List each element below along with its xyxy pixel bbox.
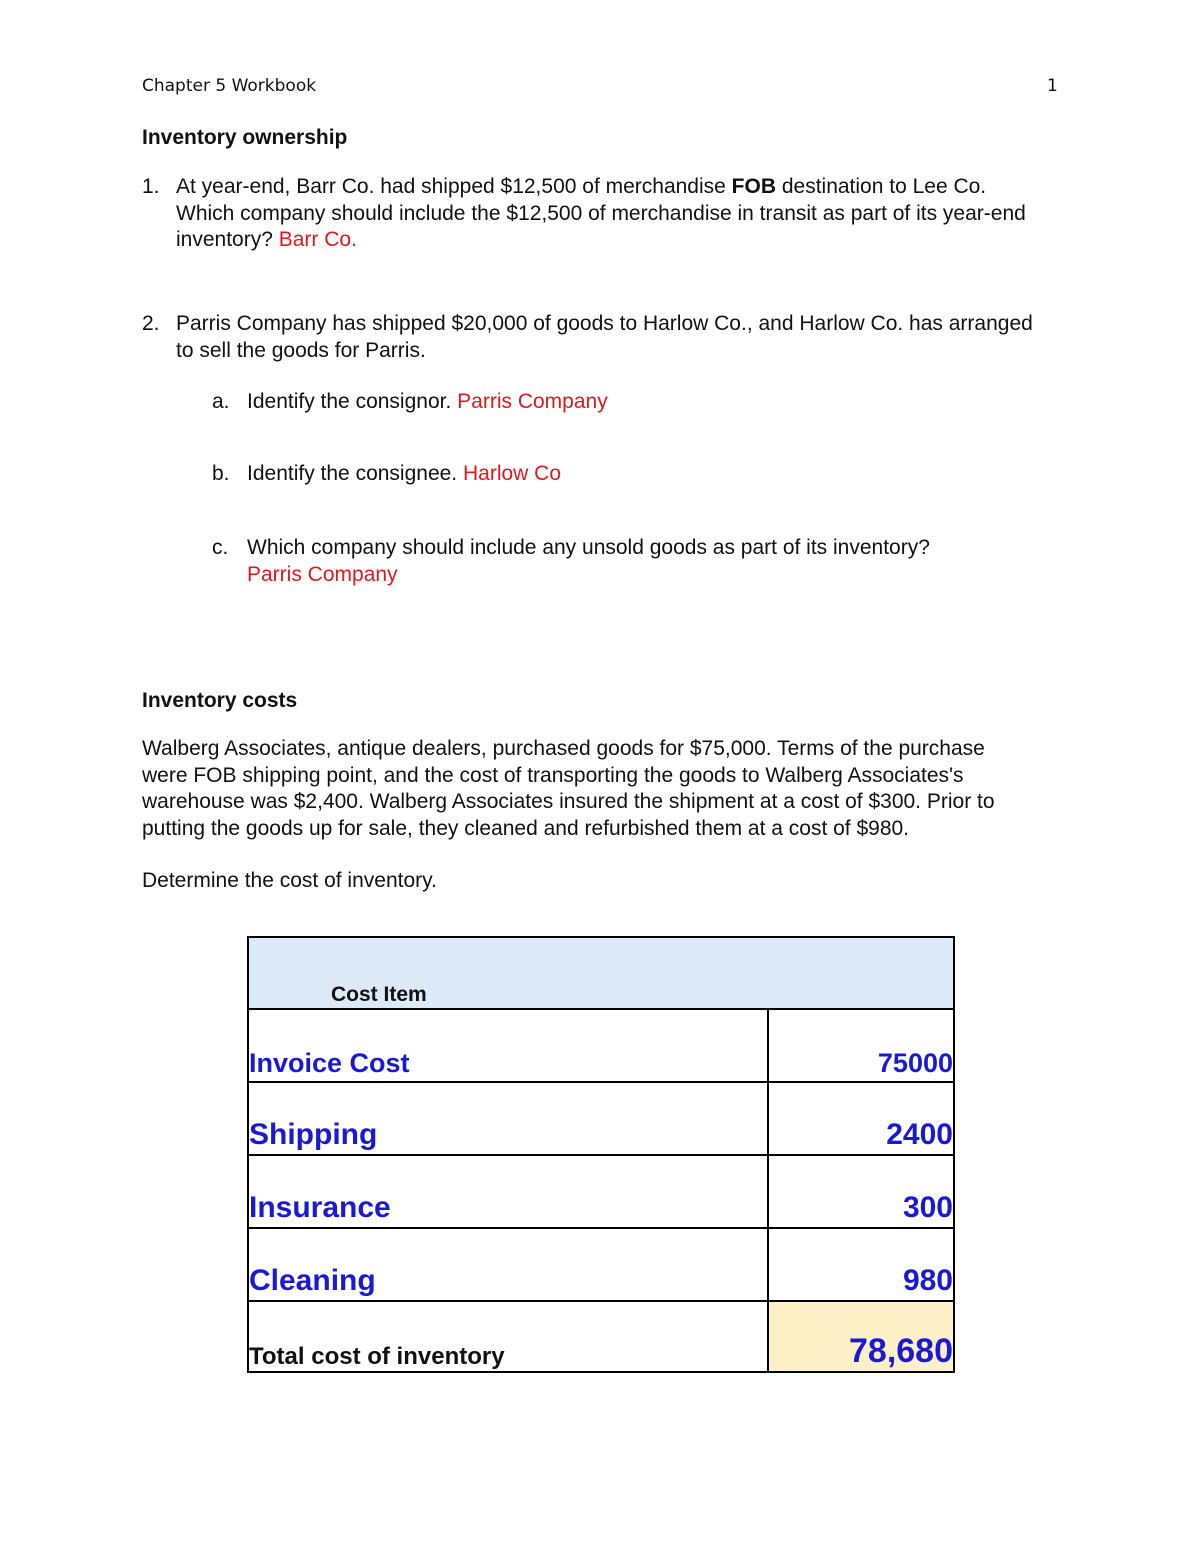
cost-item-value: 75000 (768, 1009, 954, 1082)
table-row (248, 1082, 954, 1155)
q2-line1: Parris Company has shipped $20,000 of goods to Harlow Co., and Harlow Co. has arranged (176, 312, 1033, 335)
paragraph-line: were FOB shipping point, and the cost of transporting the goods to Walberg Associates's (142, 763, 964, 787)
q2b-letter: b. (212, 462, 230, 485)
paragraph-line: Walberg Associates, antique dealers, purchased goods for $75,000. Terms of the purchase (142, 737, 985, 760)
q2b-answer: Harlow Co (462, 462, 562, 485)
q1-answer: Barr Co. (278, 228, 357, 251)
q2b-text (247, 461, 1147, 488)
cost-item-value: 980 (768, 1228, 954, 1301)
table-row (248, 1009, 954, 1082)
table-header-cell (248, 937, 954, 1009)
cost-item-label: Insurance (248, 1155, 768, 1228)
question-1-number: 1. (142, 175, 160, 198)
q1-line3: inventory? (176, 228, 279, 251)
section-heading-costs: Inventory costs (142, 689, 298, 712)
q1-line1-b: destination to Lee Co. (776, 175, 987, 198)
q1-line1-a: At year-end, Barr Co. had shipped $12,500 of merchandise (176, 175, 732, 198)
costs-paragraph (142, 736, 1152, 842)
q2a-answer: Parris Company (457, 390, 608, 413)
q2-line2: to sell the goods for Parris. (176, 338, 426, 362)
q2c-question: Which company should include any unsold goods as part of its inventory? (247, 536, 930, 559)
paragraph-line: warehouse was $2,400. Walberg Associates insured the shipment at a cost of $300. Prior to (142, 790, 995, 813)
question-2-number: 2. (142, 312, 160, 335)
question-2-text (176, 311, 1156, 364)
q2c-letter: c. (212, 536, 229, 559)
table-row (248, 1228, 954, 1301)
q2a-text (247, 389, 1147, 416)
cost-item-value: 300 (768, 1155, 954, 1228)
total-value: 78,680 (768, 1301, 954, 1372)
q1-line2: Which company should include the $12,500 of merchandise in transit as part of its year-end (176, 201, 1026, 225)
instruction: Determine the cost of inventory. (142, 869, 437, 892)
q1-fob-bold: FOB (731, 175, 776, 198)
q2c-text (247, 535, 1147, 588)
question-1-text (176, 174, 1156, 254)
q2a-question: Identify the consignor. (247, 390, 458, 413)
q2c-answer: Parris Company (247, 562, 398, 586)
q2b-question: Identify the consignee. (247, 462, 463, 485)
paragraph-line: putting the goods up for sale, they cleaned and refurbished them at a cost of $980. (142, 816, 910, 840)
cost-table (247, 936, 955, 1373)
total-label: Total cost of inventory (248, 1301, 768, 1372)
cost-item-label: Cleaning (248, 1228, 768, 1301)
q2a-letter: a. (212, 390, 230, 413)
header-title: Chapter 5 Workbook (142, 76, 317, 96)
cost-item-value: 2400 (768, 1082, 954, 1155)
cost-item-label: Invoice Cost (248, 1009, 768, 1082)
section-heading-ownership: Inventory ownership (142, 126, 348, 149)
table-row (248, 1155, 954, 1228)
page-number: 1 (1047, 76, 1058, 96)
table-header-label: Cost Item (331, 983, 427, 1006)
table-total-row (248, 1301, 954, 1372)
cost-item-label: Shipping (248, 1082, 768, 1155)
